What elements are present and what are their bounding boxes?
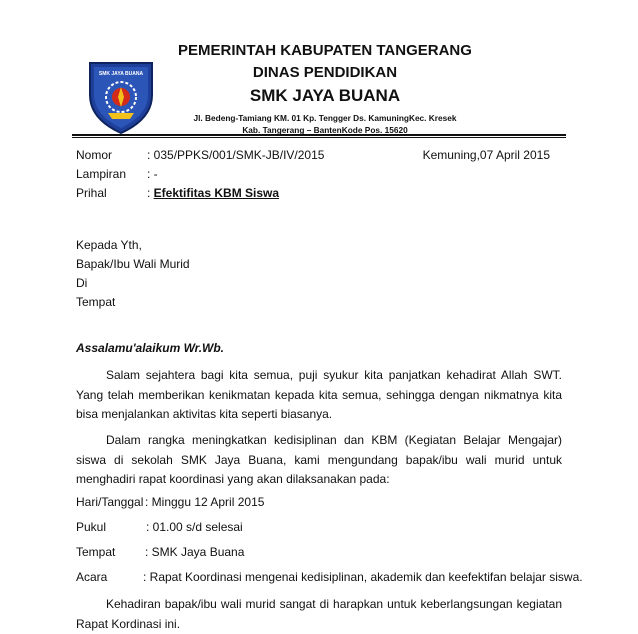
meta-prihal-row	[76, 184, 566, 203]
letterhead	[150, 40, 500, 136]
acara-value: : Rapat Koordinasi mengenai kedisiplinan, akademik dan keefektifan belajar siswa.	[143, 570, 583, 584]
tempat-label: Tempat	[76, 545, 116, 559]
letter-date: Kemuning,07 April 2015	[422, 148, 550, 162]
recipient-line-3: Di	[76, 276, 88, 290]
hari-label: Hari/Tanggal	[76, 495, 144, 509]
paragraph-1: Salam sejahtera bagi kita semua, puji syukur kita panjatkan kehadirat Allah SWT. Yang telah memberikan kenikmatan kepada kita semua, sehingga dengan nikmatnya kita bisa menjalankan aktivitas kita seperti biasanya.	[76, 368, 562, 421]
tempat-value: : SMK Jaya Buana	[145, 545, 245, 559]
pukul-value: : 01.00 s/d selesai	[146, 520, 243, 534]
nomor-value: : 035/PPKS/001/SMK-JB/IV/2015	[147, 148, 325, 162]
letterhead-divider-thick	[72, 134, 566, 136]
nomor-label: Nomor	[76, 148, 113, 162]
meta-lampiran-row	[76, 165, 566, 184]
school-logo-icon	[86, 55, 156, 135]
logo-text: SMK JAYA BUANA	[98, 71, 144, 77]
letterhead-school: SMK JAYA BUANA	[249, 86, 401, 105]
prihal-label: Prihal	[76, 186, 107, 200]
hari-value: : Minggu 12 April 2015	[145, 495, 265, 509]
greeting: Assalamu'alaikum Wr.Wb.	[76, 341, 225, 355]
recipient-block	[76, 236, 190, 312]
prihal-value: Efektifitas KBM Siswa	[153, 186, 280, 200]
letterhead-address-2: Kab. Tangerang – BantenKode Pos. 15620	[242, 125, 408, 135]
letterhead-address-1: Jl. Bedeng-Tamiang KM. 01 Kp. Tengger Ds. KamuningKec. Kresek	[193, 113, 457, 123]
letterhead-government: PEMERINTAH KABUPATEN TANGERANG	[178, 42, 472, 59]
meta-nomor-row	[76, 146, 566, 165]
letterhead-department: DINAS PENDIDIKAN	[252, 64, 398, 81]
paragraph-2: Dalam rangka meningkatkan kedisiplinan dan KBM (Kegiatan Belajar Mengajar) siswa di sekolah SMK Jaya Buana, kami mengundang bapak/ibu wali murid untuk menghadiri rapat koordinasi yang akan dilaksanakan pada:	[76, 433, 562, 486]
pukul-label: Pukul	[76, 520, 107, 534]
paragraph-3: Kehadiran bapak/ibu wali murid sangat di harapkan untuk keberlangsungan kegiatan Rapat Kordinasi ini.	[76, 597, 562, 631]
recipient-line-1: Kepada Yth,	[76, 238, 142, 252]
recipient-line-4: Tempat	[76, 295, 116, 309]
acara-label: Acara	[76, 570, 108, 584]
prihal-value-wrap	[147, 184, 279, 203]
letterhead-divider-thin	[72, 137, 566, 138]
letter-meta	[76, 146, 566, 203]
lampiran-value: : -	[147, 167, 158, 181]
prihal-colon: :	[147, 186, 154, 200]
recipient-line-2: Bapak/Ibu Wali Murid	[76, 257, 190, 271]
lampiran-label: Lampiran	[76, 167, 127, 181]
